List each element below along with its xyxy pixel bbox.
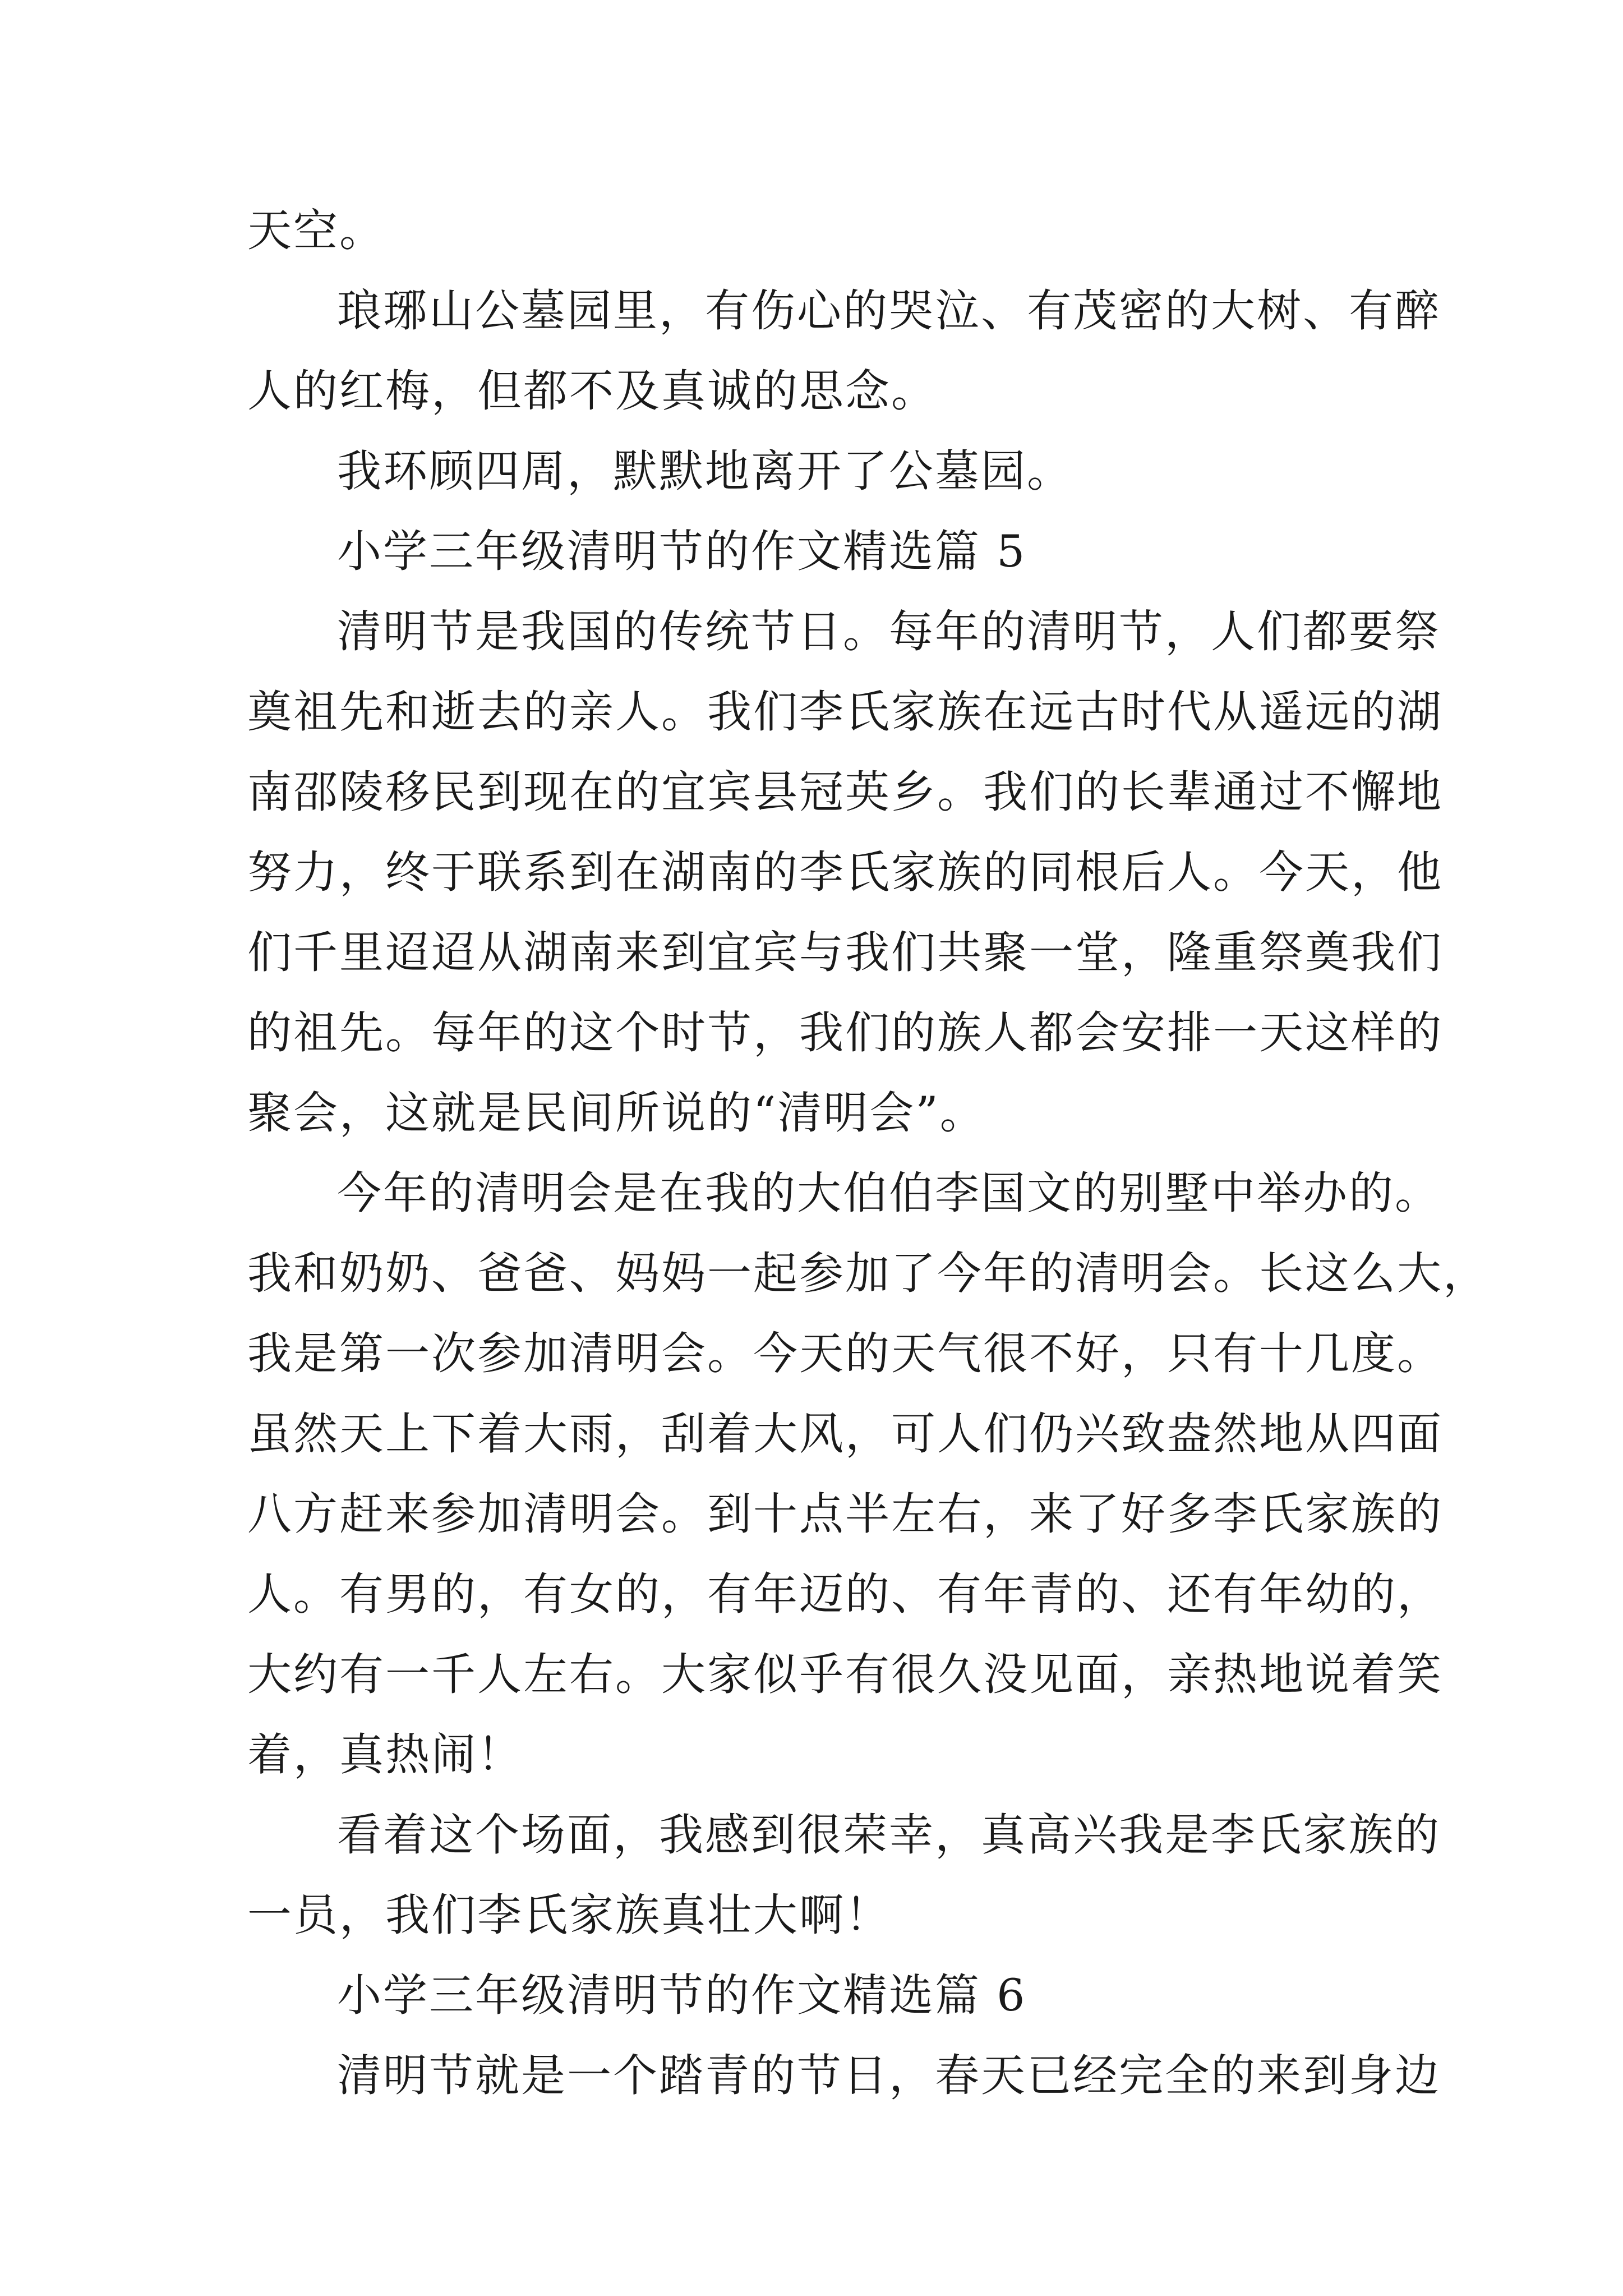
text-line: 大约有一千人左右。大家似乎有很久没见面，亲热地说着笑 (247, 1649, 1443, 1700)
text-line: 天空。 (247, 205, 385, 256)
text-line: 的祖先。每年的这个时节，我们的族人都会安排一天这样的 (247, 1007, 1443, 1059)
text-line: 我是第一次参加清明会。今天的天气很不好，只有十几度。 (247, 1328, 1443, 1379)
text-line: 人。有男的，有女的，有年迈的、有年青的、还有年幼的， (247, 1568, 1443, 1620)
section-heading: 小学三年级清明节的作文精选篇 5 (337, 526, 1027, 577)
text-line: 们千里迢迢从湖南来到宜宾与我们共聚一堂，隆重祭奠我们 (247, 927, 1443, 978)
text-line: 奠祖先和逝去的亲人。我们李氏家族在远古时代从遥远的湖 (247, 686, 1443, 738)
text-line: 八方赶来参加清明会。到十点半左右，来了好多李氏家族的 (247, 1488, 1443, 1540)
text-line: 我环顾四周，默默地离开了公墓园。 (337, 445, 1073, 497)
text-line: 今年的清明会是在我的大伯伯李国文的别墅中举办的。 (337, 1167, 1441, 1219)
text-line: 清明节就是一个踏青的节日，春天已经完全的来到身边 (337, 2050, 1441, 2101)
section-heading: 小学三年级清明节的作文精选篇 6 (337, 1970, 1027, 2021)
text-line: 着，真热闹！ (247, 1729, 523, 1780)
text-line: 努力，终于联系到在湖南的李氏家族的同根后人。今天，他 (247, 846, 1443, 898)
text-line: 我和奶奶、爸爸、妈妈一起参加了今年的清明会。长这么大， (247, 1248, 1489, 1299)
text-line: 聚会，这就是民间所说的“清明会”。 (247, 1087, 986, 1139)
text-line: 虽然天上下着大雨，刮着大风，可人们仍兴致盎然地从四面 (247, 1408, 1443, 1460)
text-line: 看着这个场面，我感到很荣幸，真高兴我是李氏家族的 (337, 1809, 1441, 1861)
text-line: 琅琊山公墓园里，有伤心的哭泣、有茂密的大树、有醉 (337, 285, 1441, 337)
text-line: 人的红梅，但都不及真诚的思念。 (247, 365, 937, 417)
essay-text (247, 191, 1489, 2116)
text-line: 清明节是我国的传统节日。每年的清明节，人们都要祭 (337, 606, 1441, 657)
text-line: 南邵陵移民到现在的宜宾县冠英乡。我们的长辈通过不懈地 (247, 766, 1443, 818)
text-line: 一员，我们李氏家族真壮大啊！ (247, 1889, 891, 1941)
